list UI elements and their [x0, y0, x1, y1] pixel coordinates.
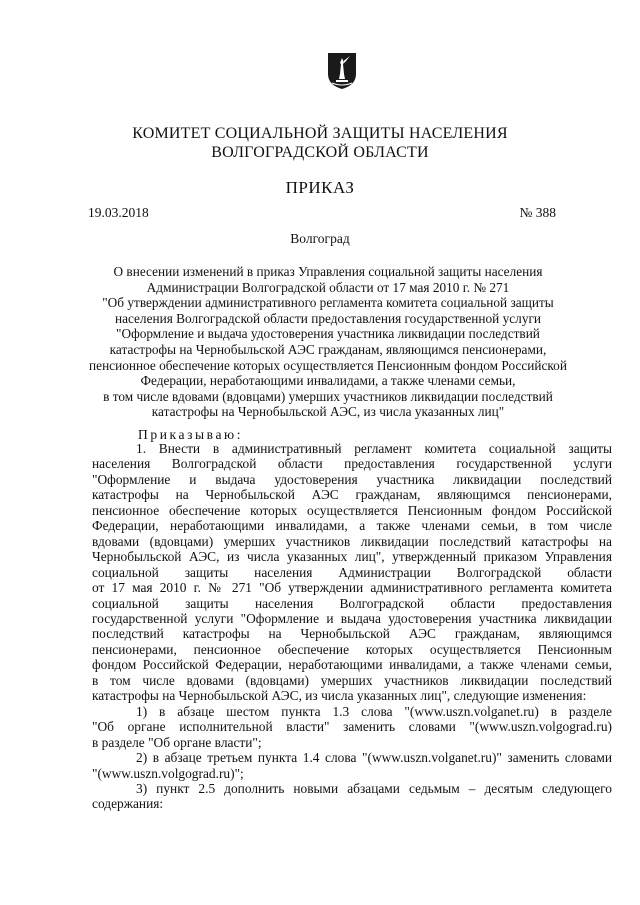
subject-line: катастрофы на Чернобыльской АЭС, из числа указанных лиц" [151, 404, 505, 420]
subject-line: в том числе вдовами (вдовцами) умерших участников ликвидации последствий [103, 388, 553, 404]
body-line: Чернобыльской АЭС, из числа указанных лиц", утвержденный приказом Управления [92, 549, 612, 565]
body-line: населения Волгоградской области предоставления государственной услуги [92, 456, 612, 472]
body-line: в том числе вдовами (вдовцами) умерших участников ликвидации последствий [92, 672, 612, 688]
body-line: вдовами (вдовцами) умерших участников ликвидации последствий катастрофы на [92, 533, 612, 549]
document-type: ПРИКАЗ [285, 178, 355, 197]
body-line: "(www.uszn.volgograd.ru)"; [92, 765, 244, 781]
body-line: в разделе "Об органе власти"; [92, 734, 262, 750]
org-name-line-1: КОМИТЕТ СОЦИАЛЬНОЙ ЗАЩИТЫ НАСЕЛЕНИЯ [132, 125, 508, 142]
body-line: государственной услуги "Оформление и выдача удостоверения участника ликвидации [92, 610, 612, 626]
body-line: 1) в абзаце шестом пункта 1.3 слова "(www.uszn.volganet.ru) в разделе [136, 703, 612, 719]
document-subject [84, 264, 572, 420]
document-body [92, 441, 612, 812]
body-line: социальной защиты населения Волгоградской области предоставления [92, 595, 612, 611]
subject-line: пенсионное обеспечение которых осуществляется Пенсионным фондом Российской [89, 357, 567, 373]
body-line: катастрофы на Чернобыльской АЭС, из числа указанных лиц", следующие изменения: [92, 688, 587, 704]
subject-line: О внесении изменений в приказ Управления социальной защиты населения [113, 264, 543, 279]
body-line: катастрофы на Чернобыльской АЭС гражданам, являющимся пенсионерами, [92, 487, 612, 503]
body-line: пенсионерами, пенсионное обеспечение которых осуществляется Пенсионным [92, 641, 612, 657]
body-line: социальной защиты населения Администрации Волгоградской области [92, 564, 612, 580]
body-line: фондом Российской Федерации, неработающими инвалидами, а также членами семьи, [92, 657, 612, 673]
document-city: Волгоград [290, 231, 350, 246]
document-number: № 388 [519, 205, 556, 220]
body-line: 1. Внести в административный регламент комитета социальной защиты [136, 441, 612, 456]
coat-of-arms-icon [327, 52, 357, 90]
body-line: Федерации, неработающими инвалидами, а также членами семьи, в том числе [92, 518, 612, 534]
subject-line: "Оформление и выдача удостоверения участника ликвидации последствий [116, 326, 540, 342]
document-date: 19.03.2018 [88, 205, 149, 220]
subject-line: Администрации Волгоградской области от 17 мая 2010 г. № 271 [146, 279, 510, 295]
body-line: пенсионное обеспечение которых осуществляется Пенсионным фондом Российской [92, 502, 612, 518]
org-name-line-2: ВОЛГОГРАДСКОЙ ОБЛАСТИ [211, 144, 429, 161]
body-line: от 17 мая 2010 г. № 271 "Об утверждении административного регламента комитета [92, 580, 612, 596]
body-line: "Оформление и выдача удостоверения участника ликвидации последствий [92, 471, 612, 487]
subject-line: "Об утверждении административного регламента комитета социальной защиты [102, 295, 554, 311]
body-line: содержания: [92, 796, 164, 812]
body-line: 3) пункт 2.5 дополнить новыми абзацами седьмым – десятым следующего [136, 780, 612, 796]
subject-line: Федерации, неработающими инвалидами, а также членами семьи, [140, 373, 516, 389]
order-word: Приказываю: [138, 427, 244, 442]
subject-line: катастрофы на Чернобыльской АЭС гражданам, являющимся пенсионерами, [109, 341, 547, 357]
body-line: 2) в абзаце третьем пункта 1.4 слова "(www.uszn.volganet.ru)" заменить словами [136, 750, 612, 766]
body-line: последствий катастрофы на Чернобыльской АЭС гражданам, являющимся [92, 626, 612, 642]
body-line: "Об органе исполнительной власти" заменить словами "(www.uszn.volgograd.ru) [92, 719, 612, 735]
subject-line: населения Волгоградской области предоставления государственной услуги [114, 310, 542, 326]
